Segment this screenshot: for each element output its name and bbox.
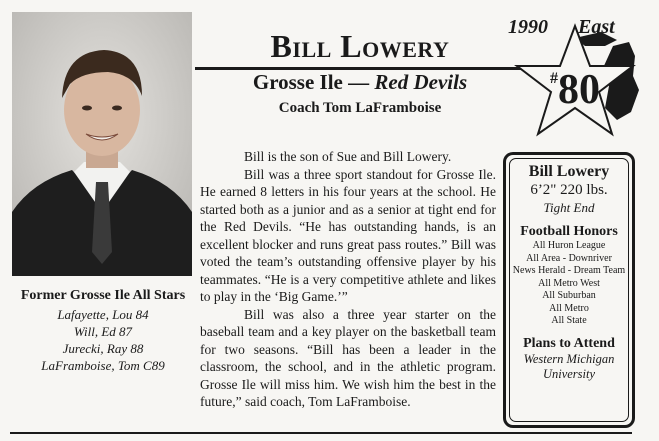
honor-item: All Huron League [532,240,606,251]
team-mascot: Red Devils [374,70,468,94]
season-year: 1990 [508,16,548,38]
alumni-row: Jurecki, Ray 88 [62,341,144,356]
honor-item: All Suburban [542,290,596,301]
honors-heading: Football Honors [520,224,618,239]
college-line: Western Michigan [523,351,615,366]
jersey-number [550,66,600,114]
honor-item: All Metro West [538,277,600,289]
player-info-card [503,152,635,428]
coach-name: Coach Tom LaFramboise [278,100,442,116]
alumni-row: LaFramboise, Tom C89 [41,358,165,373]
school-name: Grosse Ile — [252,70,370,94]
team-line [195,70,525,95]
alumni-row: Will, Ed 87 [73,324,133,339]
bio-paragraph: Bill is the son of Sue and Bill Lowery. [244,149,452,164]
jersey-hash: # [550,70,558,87]
player-photo [12,12,192,276]
honor-item: All Area - Downriver [526,252,612,264]
region-label: East [578,16,615,38]
card-height-weight: 6’2" 220 lbs. [530,182,608,198]
player-bio [200,148,496,411]
former-all-stars-heading: Former Grosse Ile All Stars [20,288,186,303]
honor-item: All State [551,315,587,326]
plans-heading: Plans to Attend [523,335,615,351]
alumni-row: Lafayette, Lou 84 [57,307,149,322]
card-player-name: Bill Lowery [528,163,610,180]
bio-paragraph: Bill was a three sport standout for Grosse Ile. He earned 8 letters in his four years at the school. He started both as a junior and as a senior at tight end for the Red Devils. “He has outstanding hands, is an excellent blocker and runs great pass routes.” Bill was voted the team’s outstanding offensive player by his teammates. “He is a very competitive athlete and likes to play in the ‘Big Game.’” [200,166,496,304]
card-inner-border [509,158,629,422]
honor-item: All Metro [549,302,589,314]
jersey-value: 80 [558,67,600,113]
bio-paragraph: Bill was also a three year starter on the baseball team and a key player on the basketball team for two seasons. “Bill has been a leader in the classroom, the school, and in the athletic program. Grosse Ile will miss him. We wish him the best in the future,” said coach, Tom LaFramboise. [200,306,496,409]
card-position: Tight End [543,200,595,215]
player-name: Bill Lowery [270,28,450,64]
honor-item: News Herald - Dream Team [512,265,626,276]
bottom-divider [10,432,632,434]
college-line: University [542,366,596,381]
former-all-stars [10,288,196,374]
